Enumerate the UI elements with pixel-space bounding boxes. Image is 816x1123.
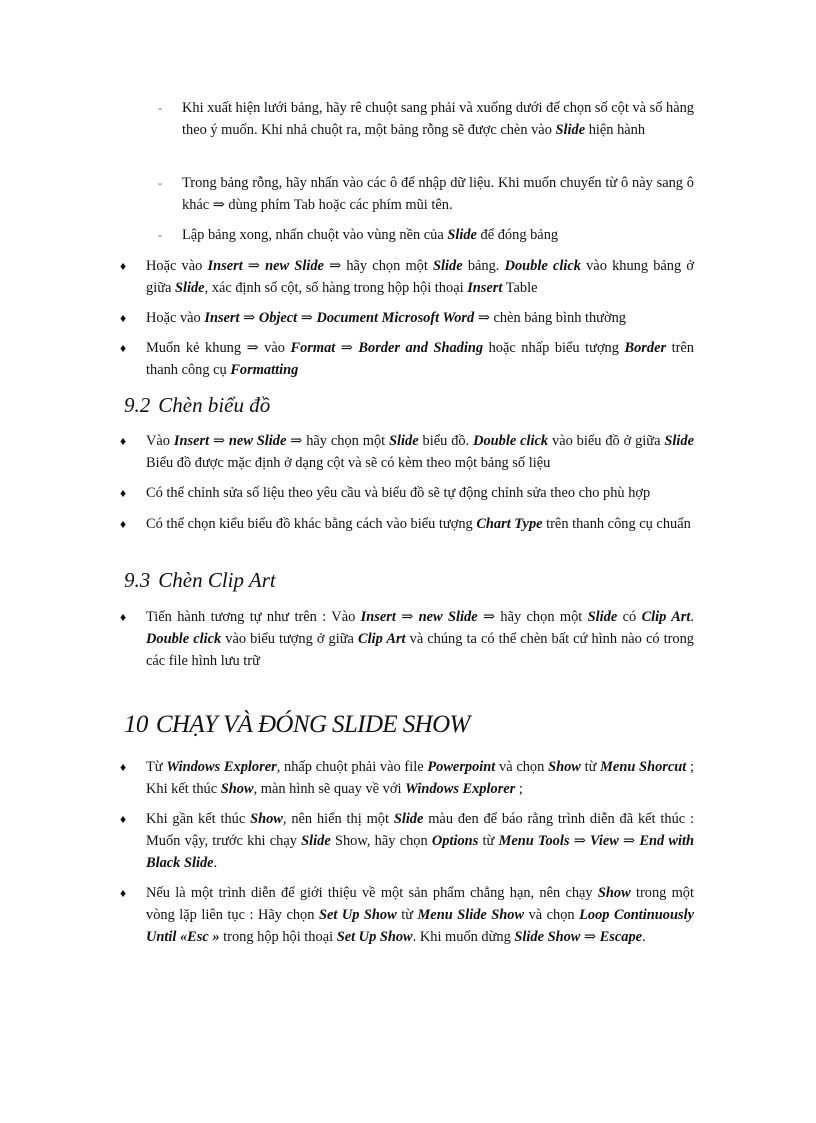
- dash-marker: -: [158, 101, 162, 115]
- bullet-border-shading: ♦ Muốn kẻ khung ⇒ vào Format ⇒ Border and Shading hoặc nhấp biểu tượng Border trên thanh công cụ Formatting: [146, 337, 694, 381]
- bullet-marker: ♦: [120, 311, 127, 325]
- section-heading-9-2: 9.2 Chèn biểu đồ: [124, 393, 271, 417]
- bullet-insert-table-slide: ♦ Hoặc vào Insert ⇒ new Slide ⇒ hãy chọn một Slide bảng. Double click vào khung bảng ở giữa Slide, xác định số cột, số hàng trong hộp hội thoại Insert Table: [146, 255, 694, 299]
- section-heading-9-3: 9.3 Chèn Clip Art: [124, 568, 276, 592]
- dash-item-enter-data: - Trong bảng rỗng, hãy nhấn vào các ô để nhập dữ liệu. Khi muốn chuyển từ ô này sang ô khác ⇒ dùng phím Tab hoặc các phím mũi tên.: [182, 172, 694, 216]
- bullet-marker: ♦: [120, 486, 127, 500]
- bullet-insert-clip-art: ♦ Tiến hành tương tự như trên : Vào Insert ⇒ new Slide ⇒ hãy chọn một Slide có Clip Art. Double click vào biểu tượng ở giữa Clip Art và chúng ta có thể chèn bất cứ hình nào có trong các file hình lưu trữ: [146, 606, 694, 672]
- bullet-insert-word-object: ♦ Hoặc vào Insert ⇒ Object ⇒ Document Microsoft Word ⇒ chèn bảng bình thường: [146, 307, 694, 329]
- dash-marker: -: [158, 228, 162, 242]
- chapter-heading-10: 10 CHẠY VÀ ĐÓNG SLIDE SHOW: [124, 711, 470, 738]
- bullet-chart-type: ♦ Có thể chọn kiểu biểu đồ khác bằng cách vào biểu tượng Chart Type trên thanh công cụ chuẩn: [146, 513, 694, 535]
- bullet-marker: ♦: [120, 341, 127, 355]
- bullet-marker: ♦: [120, 886, 127, 900]
- bullet-loop-continuously: ♦ Nếu là một trình diễn để giới thiệu về một sản phẩm chẳng hạn, nên chạy Show trong một vòng lặp liên tục : Hãy chọn Set Up Show từ Menu Slide Show và chọn Loop Continuously Until «Esc » trong hộp hội thoại Set Up Show. Khi muốn dừng Slide Show ⇒ Escape.: [146, 882, 694, 948]
- bullet-insert-chart-slide: ♦ Vào Insert ⇒ new Slide ⇒ hãy chọn một Slide biểu đồ. Double click vào biểu đồ ở giữa Slide Biểu đồ được mặc định ở dạng cột và sẽ có kèm theo một bảng số liệu: [146, 430, 694, 474]
- bullet-run-from-explorer: ♦ Từ Windows Explorer, nhấp chuột phải vào file Powerpoint và chọn Show từ Menu Shorcut ; Khi kết thúc Show, màn hình sẽ quay về với Windows Explorer ;: [146, 756, 694, 800]
- bullet-marker: ♦: [120, 760, 127, 774]
- bullet-marker: ♦: [120, 812, 127, 826]
- bullet-marker: ♦: [120, 517, 127, 531]
- bullet-end-black-slide: ♦ Khi gần kết thúc Show, nên hiển thị một Slide màu đen để báo rằng trình diễn đã kết thúc : Muốn vậy, trước khi chạy Slide Show, hãy chọn Options từ Menu Tools ⇒ View ⇒ End with Black Slide.: [146, 808, 694, 874]
- bullet-marker: ♦: [120, 610, 127, 624]
- bullet-marker: ♦: [120, 259, 127, 273]
- dash-item-table-grid: - Khi xuất hiện lưới bảng, hãy rê chuột sang phải và xuống dưới để chọn số cột và số hàng theo ý muốn. Khi nhả chuột ra, một bảng rỗng sẽ được chèn vào Slide hiện hành: [182, 97, 694, 141]
- bullet-edit-chart-data: ♦ Có thể chỉnh sửa số liệu theo yêu cầu và biểu đồ sẽ tự động chỉnh sửa theo cho phù hợp: [146, 482, 694, 504]
- dash-item-close-table: - Lập bảng xong, nhấn chuột vào vùng nền của Slide để đóng bảng: [182, 224, 694, 246]
- dash-marker: -: [158, 176, 162, 190]
- bullet-marker: ♦: [120, 434, 127, 448]
